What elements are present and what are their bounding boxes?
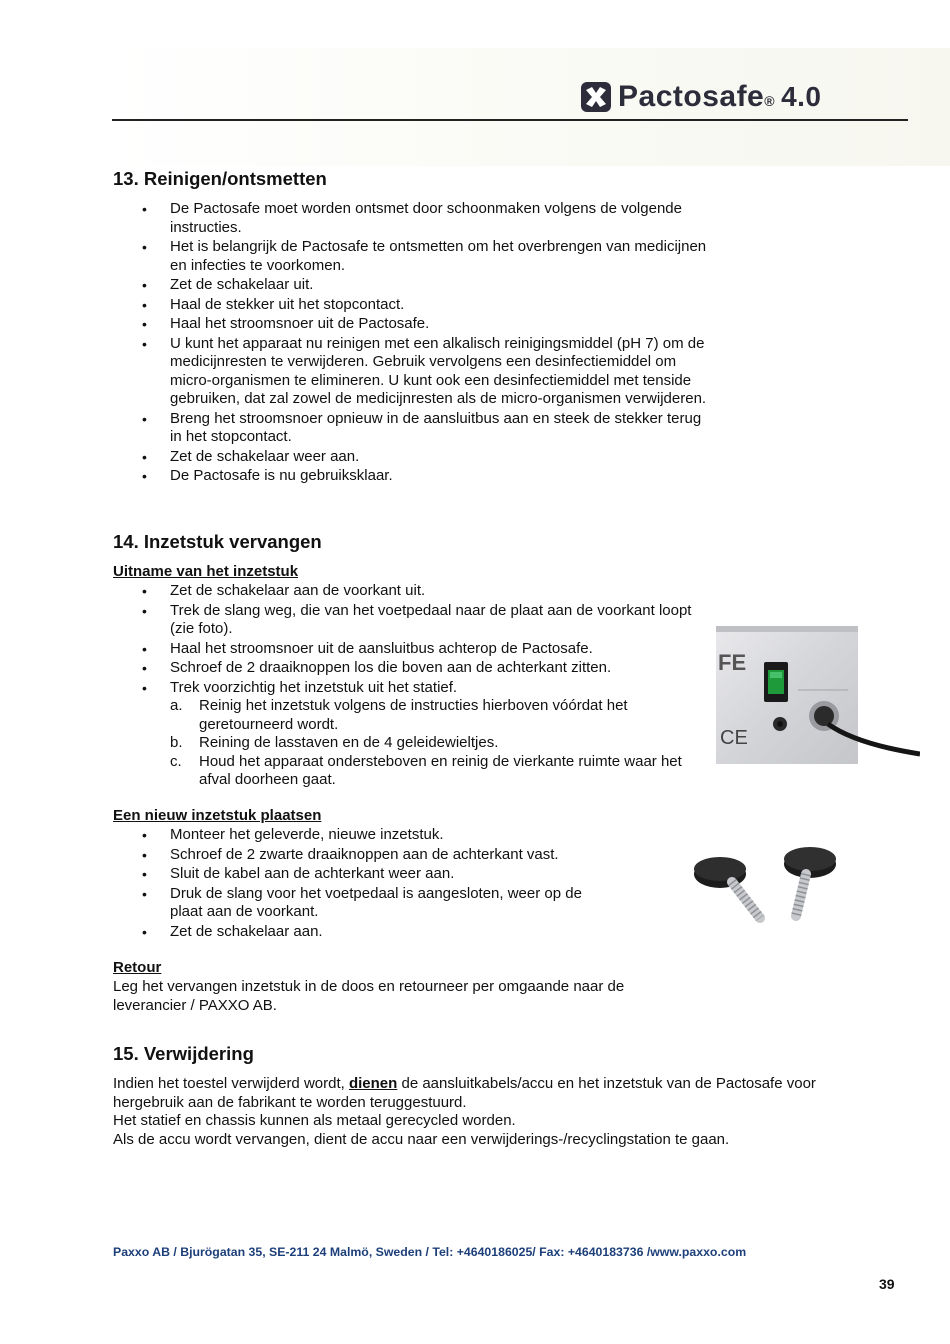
sublist-item [170, 753, 708, 790]
disposal-text: Indien het toestel verwijderd wordt, [113, 1075, 345, 1092]
list-item: • Haal het stroomsnoer uit de Pactosafe. [113, 315, 713, 334]
list-item: • Zet de schakelaar uit. [113, 276, 713, 295]
list-item: • De Pactosafe is nu gebruiksklaar. [113, 467, 713, 486]
list-item: • Breng het stroomsnoer opnieuw in de aansluitbus aan en steek de stekker terug in het stopcontact. [113, 410, 713, 447]
list-item: • Monteer het geleverde, nieuwe inzetstuk. [113, 826, 608, 845]
logo-name: Pactosafe [618, 80, 765, 113]
list-item: • De Pactosafe moet worden ontsmet door schoonmaken volgens de volgende instructies. [113, 200, 713, 237]
list-item: • Schroef de 2 zwarte draaiknoppen aan de achterkant vast. [113, 846, 608, 865]
section-14-title: 14. Inzetstuk vervangen [113, 531, 322, 552]
list-item: • Trek de slang weg, die van het voetpedaal naar de plaat aan de voorkant loopt (zie foto). [113, 602, 708, 639]
sublist-text: Reining de lasstaven en de 4 geleidewieltjes. [199, 734, 499, 751]
device-switch-photo [716, 626, 920, 764]
footer-address: Paxxo AB / Bjurögatan 35, SE-211 24 Malmö, Sweden / Tel: +4640186025/ Fax: +4640183736 /www.paxxo.com [113, 1245, 747, 1259]
list-item: • Druk de slang voor het voetpedaal is aangesloten, weer op de plaat aan de voorkant. [113, 885, 608, 922]
ce-mark: CE [720, 727, 748, 749]
battery-text: Als de accu wordt vervangen, dient de accu naar een verwijderings-/recyclingstation te gaan. [113, 1130, 730, 1148]
sublist-marker: b. [170, 734, 183, 751]
disposal-text: de aansluitkabels/accu en het inzetstuk van de Pactosafe voor hergebruik aan de fabrikant te worden teruggestuurd. [113, 1075, 816, 1111]
section-13-list [113, 200, 713, 487]
list-item: • Zet de schakelaar aan. [113, 923, 608, 942]
sublist-item [170, 697, 708, 734]
logo-registered-mark: ® [764, 93, 776, 109]
pactosafe-x-logo-icon [580, 81, 612, 113]
list-item: • Zet de schakelaar aan de voorkant uit. [113, 582, 708, 601]
page-number: 39 [879, 1276, 895, 1292]
removal-list [113, 582, 708, 791]
list-item: • Sluit de kabel aan de achterkant weer aan. [113, 865, 608, 884]
list-item: • Het is belangrijk de Pactosafe te ontsmetten om het overbrengen van medicijnen en infecties te voorkomen. [113, 238, 713, 275]
header-rule [112, 119, 908, 121]
sublist-marker: a. [170, 697, 183, 714]
list-item: • Haal het stroomsnoer uit de aansluitbus achterop de Pactosafe. [113, 640, 708, 659]
list-item-text: Trek voorzichtig het inzetstuk uit het statief. [170, 678, 458, 696]
list-item: • Haal de stekker uit het stopcontact. [113, 296, 713, 315]
knob-screws-photo [688, 838, 848, 938]
list-item: • Schroef de 2 draaiknoppen los die boven aan de achterkant zitten. [113, 659, 708, 678]
emphasis-word: dienen [348, 1075, 398, 1092]
section-15-title: 15. Verwijdering [113, 1043, 254, 1064]
disposal-paragraph [113, 1075, 843, 1149]
recycling-text: Het statief en chassis kunnen als metaal gerecycled worden. [113, 1112, 516, 1129]
placement-heading: Een nieuw inzetstuk plaatsen [113, 807, 322, 824]
placement-list [113, 826, 608, 942]
sublist-marker: c. [170, 752, 182, 770]
section-13-title: 13. Reinigen/ontsmetten [113, 168, 327, 189]
logo-version: 4.0 [781, 81, 822, 112]
header-band [112, 48, 950, 166]
list-item: • Zet de schakelaar weer aan. [113, 448, 713, 467]
retour-text: Leg het vervangen inzetstuk in de doos en retourneer per omgaande naar de leverancier / PAXXO AB. [113, 978, 625, 1014]
retour-heading: Retour [113, 959, 162, 976]
list-item [113, 679, 708, 790]
logo-fragment: FE [718, 650, 747, 675]
sublist-item [170, 734, 708, 753]
sublist-text: Houd het apparaat ondersteboven en reinig de vierkante ruimte waar het afval doorheen gaat. [199, 752, 682, 788]
removal-sublist [170, 697, 708, 790]
removal-heading: Uitname van het inzetstuk [113, 563, 299, 580]
pactosafe-logo [580, 80, 822, 114]
sublist-text: Reinig het inzetstuk volgens de instructies hierboven vóórdat het geretourneerd wordt. [199, 697, 628, 733]
list-item: • U kunt het apparaat nu reinigen met een alkalisch reinigingsmiddel (pH 7) om de medicijnresten te verwijderen. Gebruik vervolgens een desinfectiemiddel om micro-organismen te elimineren. U kunt ook een desinfectiemiddel met tenside gebruiken, dat zal zowel de medicijnresten als de micro-organismen verwijderen. [113, 335, 713, 409]
